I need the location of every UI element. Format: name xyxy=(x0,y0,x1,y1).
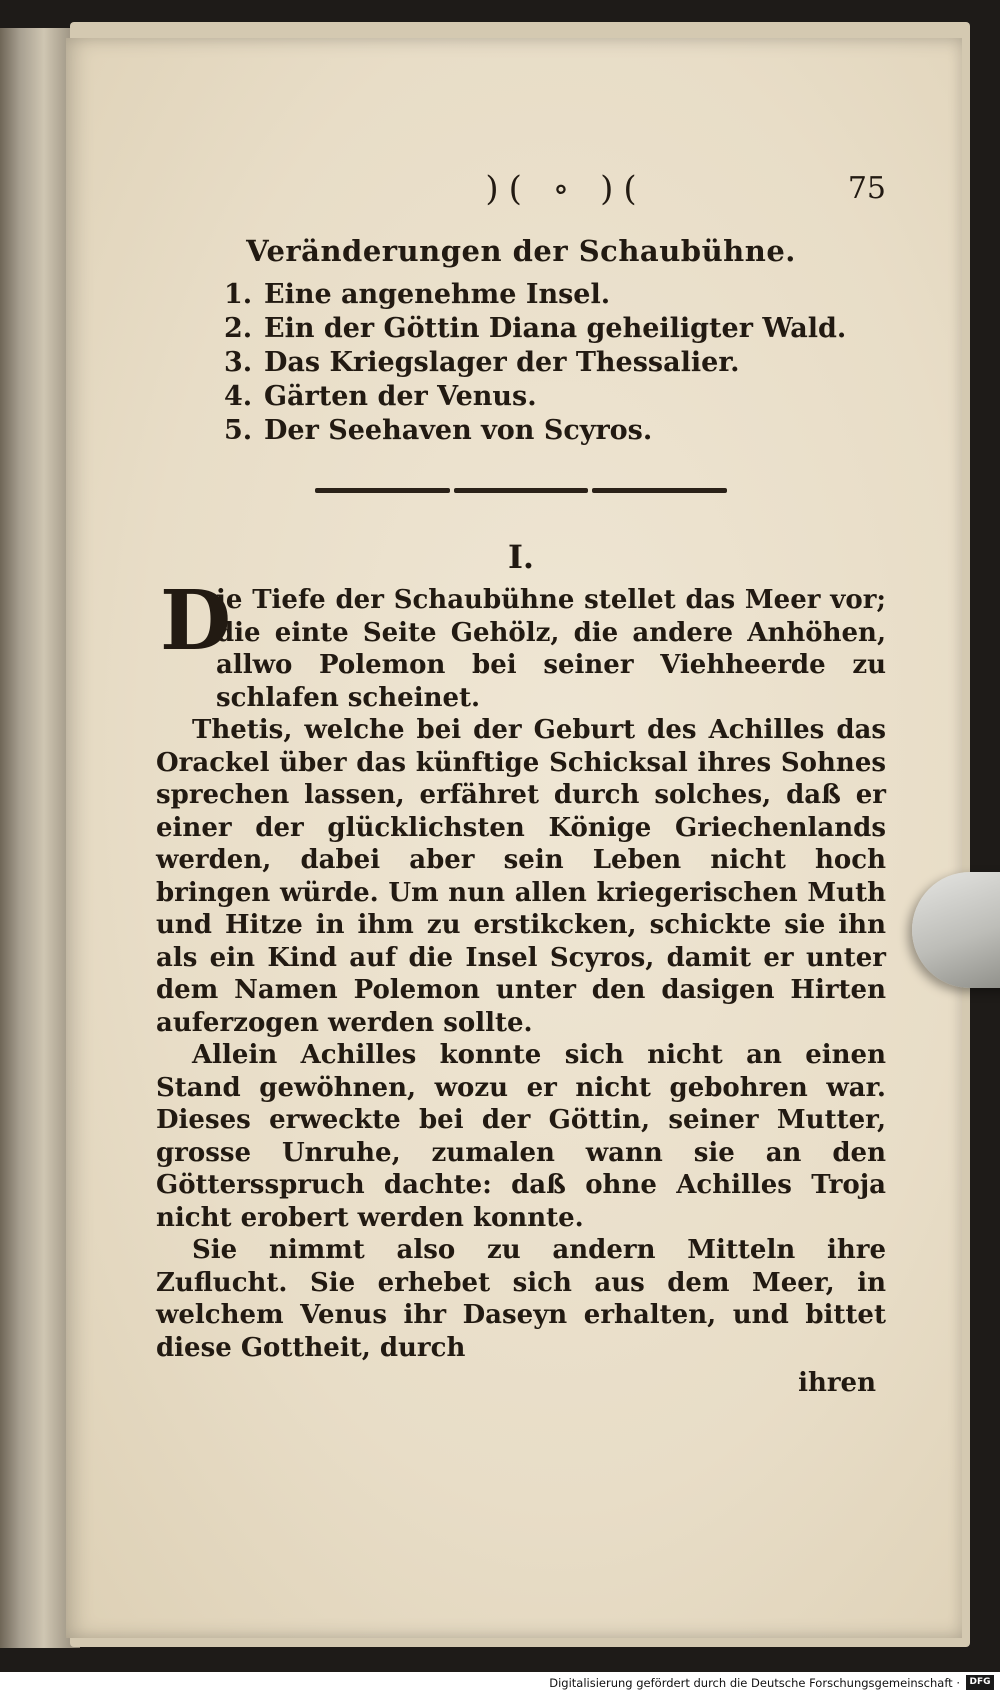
header-ornament: )( ∘ )( xyxy=(485,169,647,209)
list-item-number: 3. xyxy=(224,347,253,378)
list-item-text: Ein der Göttin Diana geheiligter Wald. xyxy=(264,313,847,344)
funding-credit: Digitalisierung gefördert durch die Deutsche Forschungsgemeinschaft · xyxy=(549,1676,960,1690)
list-item-text: Gärten der Venus. xyxy=(264,381,537,412)
page-content xyxy=(156,138,886,1398)
page-header xyxy=(156,138,886,209)
act-heading: I. xyxy=(507,538,535,576)
divider-segment xyxy=(592,488,727,493)
list-item xyxy=(224,414,886,448)
list-item xyxy=(224,346,886,380)
page-number: 75 xyxy=(847,171,886,206)
list-item xyxy=(224,380,886,414)
list-item-text: Das Kriegslager der Thessalier. xyxy=(264,347,740,378)
drop-cap: D xyxy=(160,573,232,669)
list-item-number: 1. xyxy=(224,279,253,310)
list-item-text: Eine angenehme Insel. xyxy=(264,279,611,310)
paragraph-1 xyxy=(160,573,886,714)
list-item-number: 5. xyxy=(224,415,253,446)
footer-bar xyxy=(0,1672,1000,1694)
divider-segment xyxy=(454,488,589,493)
dfg-logo: DFG xyxy=(966,1675,994,1690)
catchword: ihren xyxy=(798,1368,876,1398)
paragraph-2: Thetis, welche bei der Geburt des Achilles das Orackel über das künftige Schicksal ihres Sohnes sprechen lassen, erfähret durch solches, daß er einer der glücklichsten Könige Griechenlands werden, dabei aber sein Leben nicht hoch bringen würde. Um nun allen kriegerischen Muth und Hitze in ihm zu erstikcken, schickte sie ihn als ein Kind auf die Insel Scyros, damit er unter dem Namen Polemon unter den dasigen Hirten auferzogen werden sollte. xyxy=(156,715,886,1038)
section-title: Veränderungen der Schaubühne. xyxy=(246,234,796,268)
section-divider xyxy=(315,488,727,494)
list-item-text: Der Seehaven von Scyros. xyxy=(264,415,653,446)
list-item xyxy=(224,278,886,312)
paragraph-3: Allein Achilles konnte sich nicht an einen Stand gewöhnen, wozu er nicht gebohren war. Dieses erweckte bei der Göttin, seiner Mutter, grosse Unruhe, zumalen wann sie an den Göttersspruch dachte: daß ohne Achilles Troja nicht erobert werden konnte. xyxy=(156,1040,886,1233)
paragraph-1-text: ie Tiefe der Schaubühne stellet das Meer vor; die einte Seite Gehölz, die andere Anhöhen, allwo Polemon bei seiner Viehheerde zu schlafen scheinet. xyxy=(216,585,886,713)
list-item-number: 2. xyxy=(224,313,253,344)
scene-list xyxy=(224,278,886,448)
paragraph-4: Sie nimmt also zu andern Mitteln ihre Zuflucht. Sie erhebet sich aus dem Meer, in welchem Venus ihr Daseyn erhalten, und bittet diese Gottheit, durch xyxy=(156,1235,886,1363)
book-page xyxy=(66,38,962,1638)
list-item-number: 4. xyxy=(224,381,253,412)
divider-segment xyxy=(315,488,450,493)
list-item xyxy=(224,312,886,346)
